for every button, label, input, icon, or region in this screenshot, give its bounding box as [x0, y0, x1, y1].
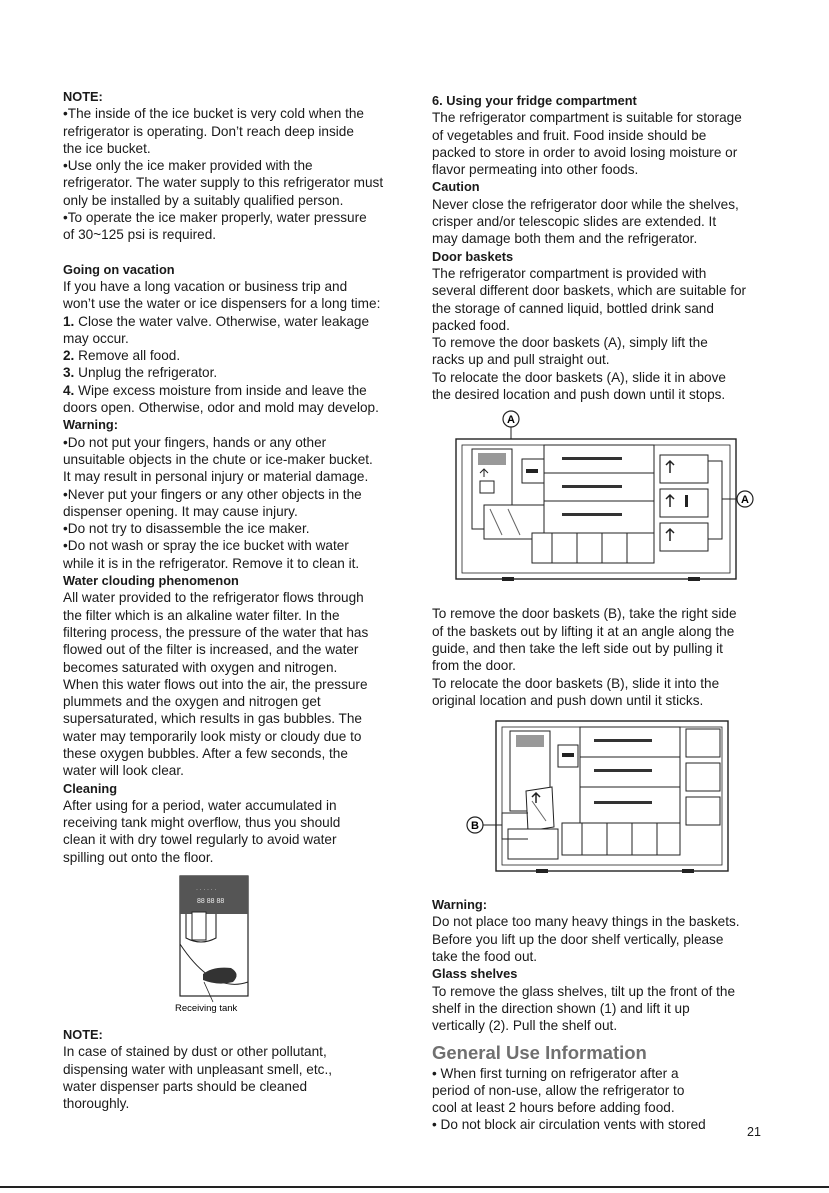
label-a-right: A — [741, 494, 749, 507]
text-line: guide, and then take the left side out by pulling it — [432, 640, 723, 656]
text-line: vertically (2). Pull the shelf out. — [432, 1018, 618, 1034]
clouding-heading: Water clouding phenomenon — [63, 573, 239, 589]
figure-caption: Receiving tank — [175, 1003, 238, 1015]
glass-shelves-text — [432, 983, 782, 1035]
warning-heading: Warning: — [63, 417, 118, 433]
warning-text — [63, 434, 423, 572]
text-line: plummets and the oxygen and nitrogen get — [63, 694, 321, 710]
fridge-text — [432, 109, 782, 178]
text-line: All water provided to the refrigerator flows through — [63, 590, 364, 606]
text-line: dispenser opening. It may cause injury. — [63, 503, 298, 519]
text-line: Never close the refrigerator door while the shelves, — [432, 196, 739, 212]
basket-b-text — [432, 605, 782, 709]
vacation-step-line — [63, 313, 423, 330]
general-use-text — [432, 1065, 782, 1134]
note2-text — [63, 1043, 423, 1112]
text-line: dispensing water with unpleasant smell, etc., — [63, 1061, 332, 1077]
step-text: Remove all food. — [78, 348, 181, 364]
text-line: crisper and/or telescopic slides are extended. It — [432, 214, 717, 230]
text-line: several different door baskets, which are suitable for — [432, 283, 747, 299]
text-line: To relocate the door baskets (B), slide it into the — [432, 675, 720, 691]
text-line: receiving tank might overflow, thus you should — [63, 815, 341, 831]
text-line: water dispenser parts should be cleaned — [63, 1078, 308, 1094]
text-line: shelf in the direction shown (1) and lift it up — [432, 1000, 690, 1016]
step-number: 1. — [63, 313, 75, 329]
text-line: cool at least 2 hours before adding food. — [432, 1100, 675, 1116]
door-baskets-heading: Door baskets — [432, 248, 514, 264]
text-line: • Do not block air circulation vents with stored — [432, 1117, 706, 1133]
fridge-heading: 6. Using your fridge compartment — [432, 93, 637, 108]
step-text: doors open. Otherwise, odor and mold may develop. — [63, 400, 379, 416]
door-baskets-text — [432, 265, 782, 403]
bottom-rule — [0, 1186, 829, 1188]
text-line: becomes saturated with oxygen and nitrogen. — [63, 659, 338, 675]
step-text: Close the water valve. Otherwise, water leakage — [78, 313, 370, 329]
text-line: In case of stained by dust or other pollutant, — [63, 1044, 327, 1060]
text-line: Do not place too many heavy things in the baskets. — [432, 914, 740, 930]
text-line: To remove the glass shelves, tilt up the front of the — [432, 983, 735, 999]
label-a-top: A — [507, 414, 515, 427]
warning2-heading: Warning: — [432, 897, 487, 913]
text-line: To relocate the door baskets (A), slide it in above — [432, 369, 726, 385]
vacation-step-line — [63, 382, 423, 399]
vacation-step-line — [63, 399, 423, 416]
water-dispenser-figure — [63, 874, 423, 1022]
right-column — [432, 88, 782, 1134]
text-line: won’t use the water or ice dispensers for a long time: — [63, 296, 381, 312]
text-line: only be installed by a suitably qualified person. — [63, 192, 344, 208]
text-line: •The inside of the ice bucket is very cold when the — [63, 106, 364, 122]
vacation-steps — [63, 313, 423, 417]
text-line: of 30~125 psi is required. — [63, 227, 217, 243]
text-line: •Never put your fingers or any other objects in the — [63, 486, 362, 502]
step-text: may occur. — [63, 330, 129, 346]
text-line: filtering process, the pressure of the water that has — [63, 624, 369, 640]
text-line: The refrigerator compartment is provided with — [432, 265, 707, 281]
vacation-heading: Going on vacation — [63, 261, 175, 277]
text-line: original location and push down until it sticks. — [432, 692, 704, 708]
text-line: •Do not try to disassemble the ice maker. — [63, 521, 310, 537]
label-b: B — [471, 820, 479, 833]
text-line: •Use only the ice maker provided with the — [63, 158, 313, 174]
text-line: of vegetables and fruit. Food inside should be — [432, 127, 707, 143]
text-line: of the baskets out by lifting it at an angle along the — [432, 623, 735, 639]
text-line: the desired location and push down until it stops. — [432, 387, 726, 403]
vacation-step-line — [63, 364, 423, 381]
text-line: •To operate the ice maker properly, water pressure — [63, 210, 367, 226]
text-line: racks up and pull straight out. — [432, 352, 610, 368]
text-line: If you have a long vacation or business trip and — [63, 278, 348, 294]
text-line: • When first turning on refrigerator after a — [432, 1065, 679, 1081]
cleaning-text — [63, 797, 423, 866]
text-line: while it is in the refrigerator. Remove it to clean it. — [63, 555, 360, 571]
caution-heading: Caution — [432, 179, 480, 195]
text-line: clean it with dry towel regularly to avoid water — [63, 832, 337, 848]
text-line: After using for a period, water accumulated in — [63, 797, 337, 813]
left-column — [63, 88, 423, 1113]
text-line: refrigerator. The water supply to this refrigerator must — [63, 175, 384, 191]
page-number: 21 — [747, 1125, 761, 1139]
note2-heading: NOTE: — [63, 1027, 103, 1043]
clouding-text — [63, 589, 423, 779]
note-heading: NOTE: — [63, 89, 103, 104]
text-line: To remove the door baskets (A), simply lift the — [432, 335, 708, 351]
step-number: 2. — [63, 348, 75, 364]
text-line: It may result in personal injury or material damage. — [63, 469, 369, 485]
text-line: •Do not put your fingers, hands or any other — [63, 434, 327, 450]
text-line: water may temporarily look misty or cloudy due to — [63, 728, 362, 744]
step-number: 4. — [63, 382, 75, 398]
caution-text — [432, 196, 782, 248]
door-baskets-a-figure — [432, 409, 782, 599]
vacation-step-line — [63, 347, 423, 364]
cleaning-heading: Cleaning — [63, 780, 118, 796]
vacation-step-line — [63, 330, 423, 347]
svg-text:88 88 88: 88 88 88 — [197, 898, 225, 906]
text-line: these oxygen bubbles. After a few seconds, the — [63, 745, 348, 761]
text-line: the storage of canned liquid, bottled drink sand — [432, 300, 714, 316]
text-line: packed to store in order to avoid losing moisture or — [432, 144, 738, 160]
vacation-intro — [63, 278, 423, 313]
text-line: from the door. — [432, 658, 516, 674]
door-baskets-b-figure — [432, 717, 782, 882]
glass-shelves-heading: Glass shelves — [432, 966, 518, 982]
step-text: Wipe excess moisture from inside and leave the — [78, 382, 367, 398]
text-line: Before you lift up the door shelf vertically, please — [432, 931, 724, 947]
text-line: The refrigerator compartment is suitable for storage — [432, 110, 742, 126]
step-text: Unplug the refrigerator. — [78, 365, 218, 381]
text-line: refrigerator is operating. Don’t reach deep inside — [63, 123, 354, 139]
text-line: take the food out. — [432, 949, 538, 965]
text-line: period of non-use, allow the refrigerator to — [432, 1082, 685, 1098]
text-line: may damage both them and the refrigerator. — [432, 231, 698, 247]
text-line: water will look clear. — [63, 763, 184, 779]
text-line: flowed out of the filter is increased, and the water — [63, 642, 359, 658]
text-line: unsuitable objects in the chute or ice-maker bucket. — [63, 451, 373, 467]
text-line: thoroughly. — [63, 1096, 130, 1112]
general-use-heading: General Use Information — [432, 1041, 647, 1063]
text-line: flavor permeating into other foods. — [432, 162, 639, 178]
text-line: packed food. — [432, 317, 510, 333]
text-line: •Do not wash or spray the ice bucket with water — [63, 538, 349, 554]
step-number: 3. — [63, 365, 75, 381]
note-text — [63, 105, 423, 243]
text-line: spilling out onto the floor. — [63, 849, 214, 865]
text-line: the filter which is an alkaline water filter. In the — [63, 607, 340, 623]
text-line: supersaturated, which results in gas bubbles. The — [63, 711, 362, 727]
warning2-text — [432, 913, 782, 965]
text-line: the ice bucket. — [63, 140, 151, 156]
svg-text:· · · · · ·: · · · · · · — [196, 887, 217, 894]
text-line: When this water flows out into the air, the pressure — [63, 676, 368, 692]
text-line: To remove the door baskets (B), take the right side — [432, 606, 737, 622]
